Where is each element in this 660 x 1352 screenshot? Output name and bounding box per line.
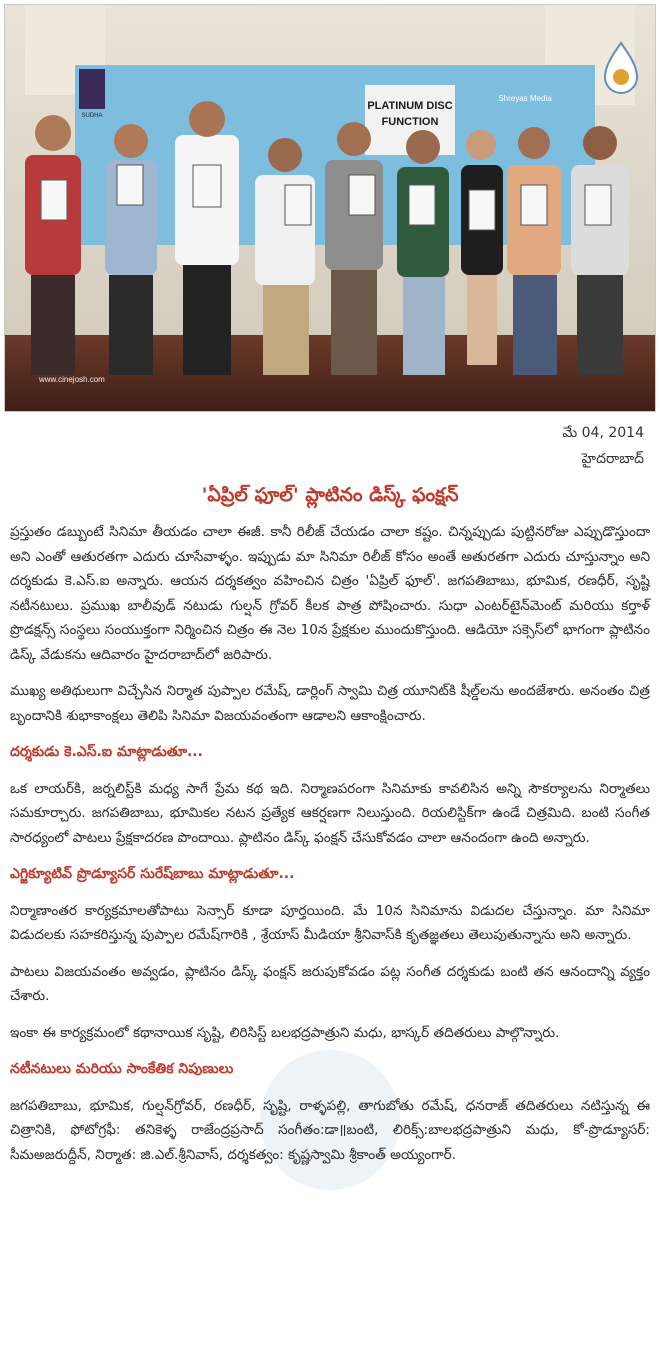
publish-place: హైదరాబాద్ (581, 451, 644, 467)
article-paragraph-3: ఒక లాయర్‌కి, జర్నలిస్ట్‌కి మధ్య సాగే ప్రేమ కథ ఇది. నిర్మాణపరంగా సినిమాకు కావలిసిన అన్ని సౌకర్యాలను నిర్మాతలు సమకూర్చారు. జగపతిబాబు, భూమికల నటన ప్రత్యేక ఆకర్షణగా నిలుస్తుంది. రియలిస్టిక్‌గా ఉండే చిత్రమిది. బంటి సంగీత సారధ్యంలో పాటలు ప్రేక్షకాదరణ పొందాయి. ప్లాటినం డిస్క్ ఫంక్షన్ చేసుకోవడం చాలా ఆనందంగా ఉంది అన్నారు. (10, 780, 650, 846)
brand-right: Shreyas Media (498, 94, 552, 103)
publish-date: మే 04, 2014 (562, 425, 644, 441)
article-paragraph-7: జగపతిబాబు, భూమిక, గుల్షన్‌గ్రోవర్, రణధీర్, సృష్టి, రాళ్ళపల్లి, తాగుబోతు రమేష్, ధనరాజ్ తదితరులు నటిస్తున్న ఈ చిత్రానికి, ఫోటోగ్రఫీ: తనికెళ్ళ రాజేంద్రప్రసాద్ సంగీతం:డా॥బంటి, లిరిక్స్:బాలభద్రపాత్రుని మధు, కో-ప్రొడ్యూసర్: సీమఅజరుద్దీన్, నిర్మాత: జి.ఎల్.శ్రీనివాస్, దర్శకత్వం: కృష్ణస్వామి శ్రీకాంత్ అయ్యంగార్. (10, 1097, 650, 1163)
section-heading-cast-crew: నటీనటులు మరియు సాంకేతిక నిపుణులు (10, 1061, 234, 1077)
svg-text:FUNCTION: FUNCTION (381, 116, 439, 128)
article-paragraph-2: ముఖ్య అతిథులుగా విచ్చేసిన నిర్మాత పుప్పాల రమేష్, డార్లింగ్ స్వామి చిత్ర యూనిట్‌కి షీల్డ్‌లను అందజేశారు. అనంతం చిత్ర బృందానికి శుభాకాంక్షలు తెలిపి సినిమా విజయవంతంగా ఆడాలని ఆకాంక్షించారు. (10, 683, 650, 724)
site-logo-icon (601, 41, 641, 95)
article-paragraph-1: ప్రస్తుతం డబ్బుంటే సినిమా తీయడం చాలా ఈజీ. కానీ రిలీజ్ చేయడం చాలా కష్టం. చిన్నప్పుడు పుట్టినరోజు ఎప్పుడొస్తుందా అని ఎంతో ఆతురతగా ఎదురు చూసేవాళ్ళం. ఇప్పుడు మా సినిమా రిలీజ్ కోసం అంతే అతురతగా ఎదురు చూస్తున్నాం అని దర్శకుడు కె.ఎస్.ఐ అన్నారు. ఆయన దర్శకత్వం వహించిన చిత్రం 'ఏప్రిల్ ఫూల్'. జగపతిబాబు, భూమిక, రణధీర్, సృష్టి నటీనటులు. ప్రముఖ బాలీవుడ్ నటుడు గుల్షన్ గ్రోవర్ కీలక పాత్ర పోషించారు. సుధా ఎంటర్‌టైన్‌మెంట్ మరియు కర్తాళ్ ప్రొడక్షన్స్ సంస్థలు సంయుక్తంగా నిర్మించిన చిత్రం ఈ నెల 10న ప్రేక్షకుల ముందుకొస్తుంది. ఆడియో సక్సెస్‌లో భాగంగా ప్లాటినం డిస్క్ వేడుకను ఆదివారం హైదరాబాద్‌లో జరిపారు. (10, 524, 650, 663)
article-paragraph-4: నిర్మాణాంతర కార్యక్రమాలతోపాటు సెన్సార్ కూడా పూర్తయింది. మే 10న సినిమాను విడుదల చేస్తున్నాం. మా సినిమా విడుదలకు సహకరిస్తున్న పుప్పాల రమేష్‌గారికి , శ్రేయాస్ మీడియా శ్రీనివాస్‌కి కృతజ్ఞతలు తెలుపుతున్నాను అని అన్నారు. (10, 902, 650, 943)
article-paragraph-6: ఇంకా ఈ కార్యక్రమంలో కథానాయిక సృష్టి, లిరిసిస్ట్ బలభద్రపాత్రుని మధు, భాస్కర్ తదితరులు పాల్గొన్నారు. (10, 1024, 560, 1041)
article-headline: 'ఏప్రిల్ ఫూల్' ప్లాటినం డిస్క్ ఫంక్షన్ (201, 484, 459, 506)
article-paragraph-5: పాటలు విజయవంతం అవ్వడం, ప్లాటినం డిస్క్ ఫంక్షన్ జరుపుకోవడం పట్ల సంగీత దర్శకుడు బంటి తన ఆనందాన్ని వ్యక్తం చేశారు. (10, 963, 650, 1004)
photo-credit: www.cinejosh.com (39, 375, 105, 384)
brand-left: SUDHA (81, 113, 103, 119)
section-heading-producer: ఎగ్జిక్యూటివ్ ప్రొడ్యూసర్ సురేష్‌బాబు మాట్లాడుతూ... (10, 866, 295, 882)
section-heading-director: దర్శకుడు కె.ఎస్.ఐ మాట్లాడుతూ... (10, 744, 203, 760)
banner-text: PLATINUM DISC (367, 100, 453, 112)
article-body (10, 520, 650, 1179)
dateline (562, 420, 644, 472)
group-photo-icon (5, 5, 655, 411)
event-photo (4, 4, 656, 412)
